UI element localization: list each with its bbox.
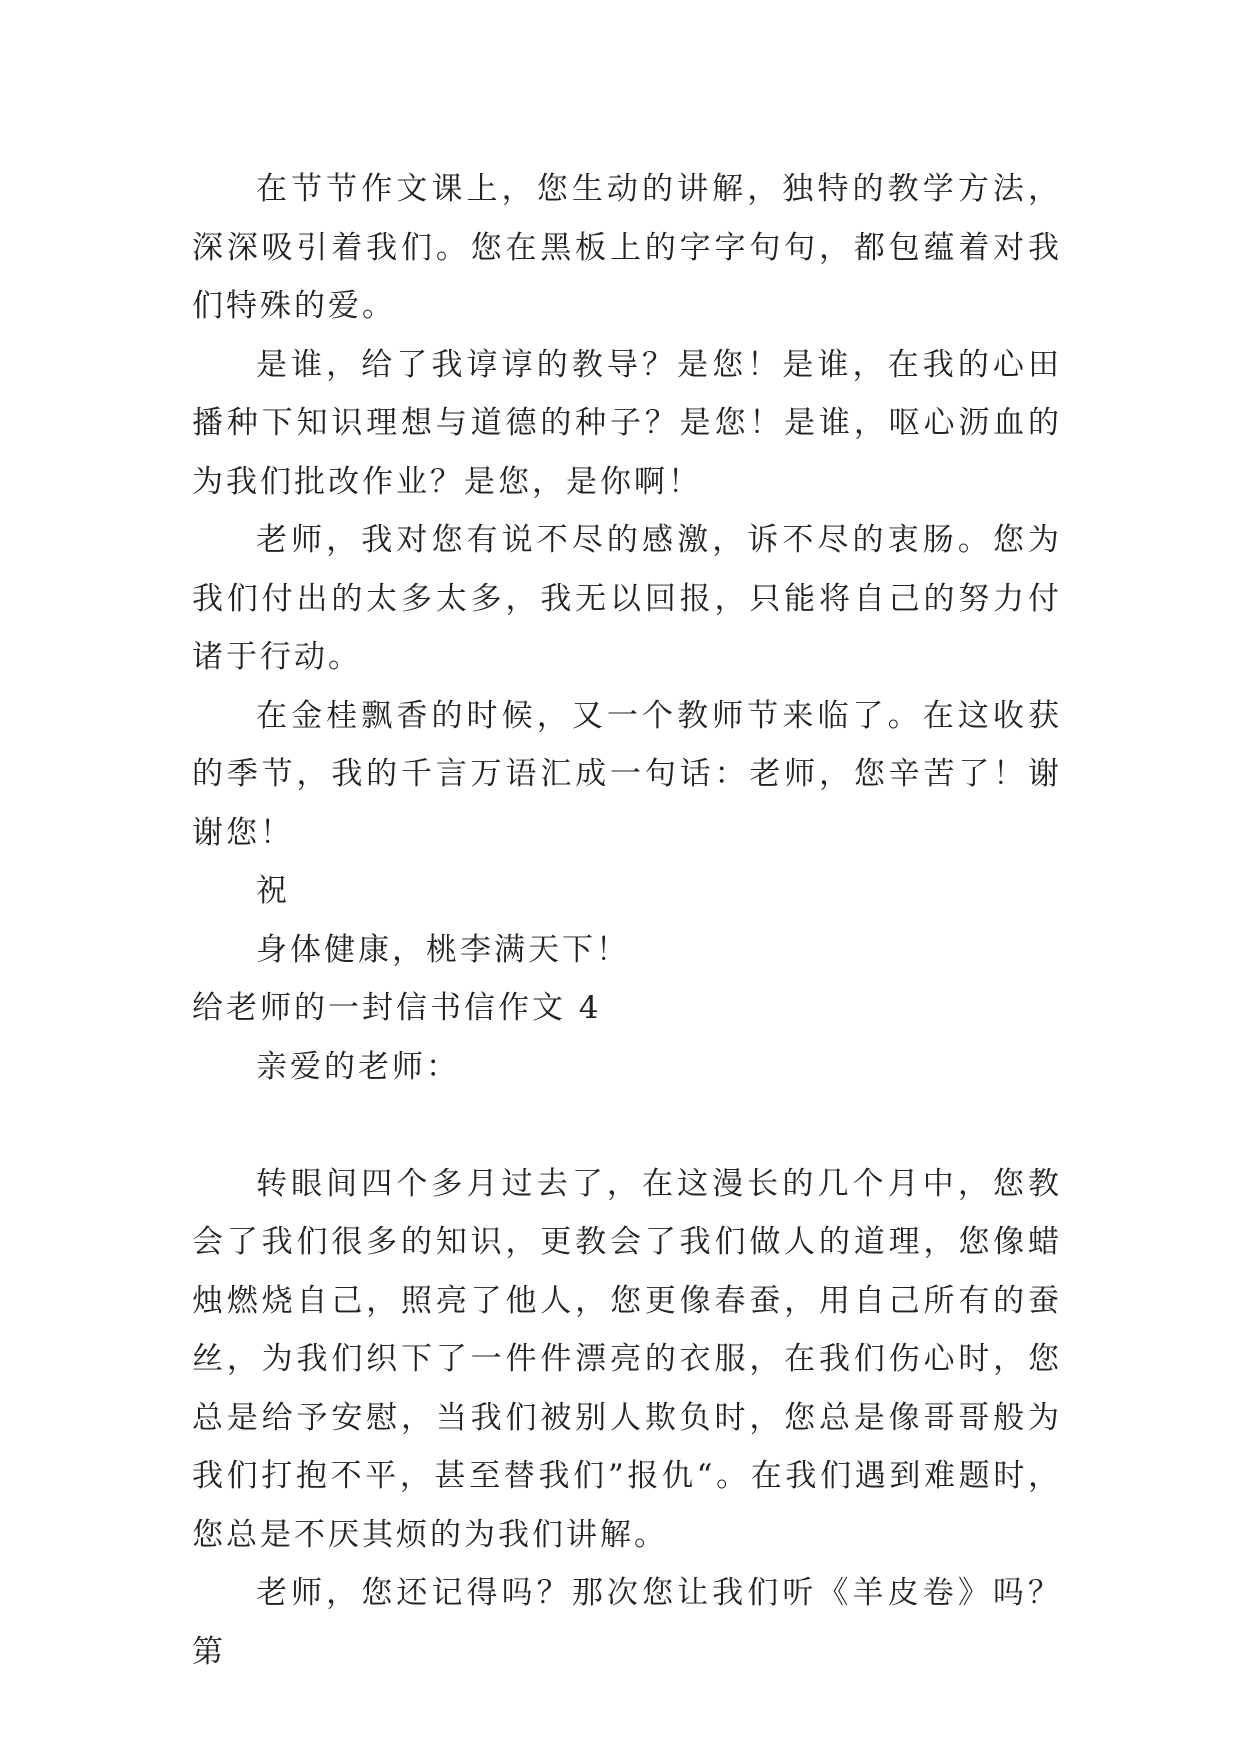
letter-body bbox=[192, 160, 1062, 1681]
paragraph-gratitude: 老师，我对您有说不尽的感激，诉不尽的衷肠。您为我们付出的太多太多，我无以回报，只能将自己的努力付诸于行动。 bbox=[192, 522, 1062, 675]
paragraph-who-taught-me: 是谁，给了我谆谆的教导？是您！是谁，在我的心田播种下知识理想与道德的种子？是您！是谁，呕心沥血的为我们批改作业？是您，是你啊！ bbox=[192, 346, 1062, 500]
closing-blessing-line: 身体健康，桃李满天下！ bbox=[256, 931, 630, 968]
section-title: 给老师的一封信书信作文 4 bbox=[192, 990, 602, 1026]
closing-wish-line: 祝 bbox=[256, 873, 290, 909]
salutation: 亲爱的老师： bbox=[256, 1048, 460, 1085]
paragraph-teachers-day: 在金桂飘香的时候，又一个教师节来临了。在这收获的季节，我的千言万语汇成一句话：老师，您辛苦了！谢谢您！ bbox=[192, 697, 1062, 851]
paragraph-composition-class: 在节节作文课上，您生动的讲解，独特的教学方法，深深吸引着我们。您在黑板上的字字句句，都包蕴着对我们特殊的爱。 bbox=[192, 171, 1062, 324]
blank-line bbox=[192, 1096, 1062, 1155]
paragraph-remember: 老师，您还记得吗？那次您让我们听《羊皮卷》吗？第 bbox=[192, 1575, 1062, 1670]
paragraph-four-months: 转眼间四个多月过去了，在这漫长的几个月中，您教会了我们很多的知识，更教会了我们做人的道理，您像蜡烛燃烧自己，照亮了他人，您更像春蚕，用自己所有的蚕丝，为我们织下了一件件漂亮的衣服，在我们伤心时，您总是给予安慰，当我们被别人欺负时，您总是像哥哥般为我们打抱不平，甚至替我们”报仇“。在我们遇到难题时，您总是不厌其烦的为我们讲解。 bbox=[192, 1165, 1062, 1553]
